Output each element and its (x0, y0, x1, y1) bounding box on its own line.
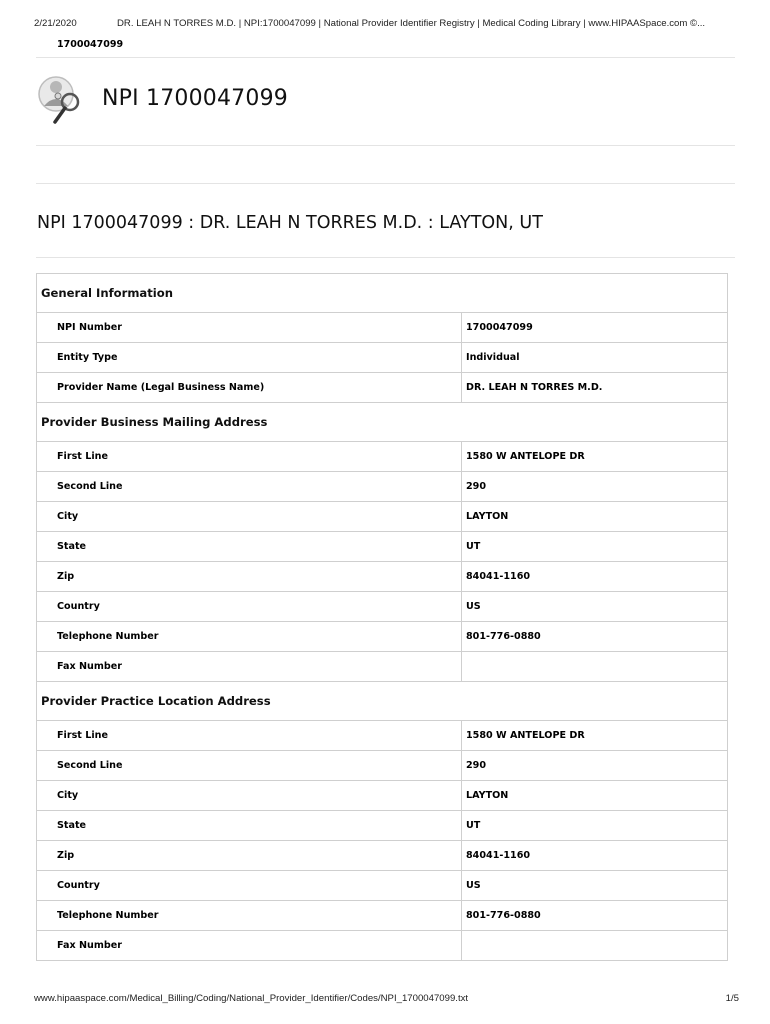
field-value: UT (462, 532, 728, 562)
field-value: 84041-1160 (462, 562, 728, 592)
field-label: State (37, 811, 462, 841)
print-date: 2/21/2020 (34, 18, 77, 29)
footer-url: www.hipaaspace.com/Medical_Billing/Coding/National_Provider_Identifier/Codes/NPI_1700047099.txt (34, 993, 469, 1004)
table-row (37, 871, 728, 901)
table-row (37, 472, 728, 502)
field-value: 290 (462, 751, 728, 781)
field-value: DR. LEAH N TORRES M.D. (462, 373, 728, 403)
field-value: Individual (462, 343, 728, 373)
table-row (37, 442, 728, 472)
section-title: General Information (37, 274, 728, 313)
table-row (37, 721, 728, 751)
table-row (37, 622, 728, 652)
field-label: Fax Number (37, 652, 462, 682)
section-header (37, 403, 728, 442)
table-row (37, 532, 728, 562)
field-label: Telephone Number (37, 622, 462, 652)
divider (36, 183, 735, 184)
divider (36, 145, 735, 146)
provider-heading: NPI 1700047099 : DR. LEAH N TORRES M.D. : LAYTON, UT (37, 213, 543, 233)
field-value: 290 (462, 472, 728, 502)
field-label: State (37, 532, 462, 562)
npi-subheader: 1700047099 (57, 39, 124, 50)
field-value: UT (462, 811, 728, 841)
field-label: Entity Type (37, 343, 462, 373)
field-value: 1580 W ANTELOPE DR (462, 721, 728, 751)
divider (36, 57, 735, 58)
field-value: LAYTON (462, 502, 728, 532)
field-label: First Line (37, 721, 462, 751)
field-label: Country (37, 871, 462, 901)
field-value: US (462, 871, 728, 901)
table-row (37, 652, 728, 682)
table-row (37, 811, 728, 841)
divider (36, 257, 735, 258)
section-header (37, 682, 728, 721)
field-value: US (462, 592, 728, 622)
field-label: Provider Name (Legal Business Name) (37, 373, 462, 403)
provider-info-table (36, 273, 728, 961)
table-row (37, 343, 728, 373)
page-number: 1/5 (725, 993, 739, 1004)
table-row (37, 562, 728, 592)
section-title: Provider Business Mailing Address (37, 403, 728, 442)
field-label: City (37, 502, 462, 532)
table-row (37, 592, 728, 622)
field-value (462, 931, 728, 961)
field-value: 1580 W ANTELOPE DR (462, 442, 728, 472)
field-value: 801-776-0880 (462, 622, 728, 652)
field-label: Second Line (37, 751, 462, 781)
field-label: First Line (37, 442, 462, 472)
field-value: 1700047099 (462, 313, 728, 343)
table-row (37, 373, 728, 403)
page-title: NPI 1700047099 (102, 86, 288, 111)
print-title: DR. LEAH N TORRES M.D. | NPI:1700047099 | National Provider Identifier Registry | Medical Coding Library | www.HIPAASpace.com ©... (117, 18, 706, 29)
field-label: Zip (37, 562, 462, 592)
print-footer (34, 993, 739, 1004)
field-label: Telephone Number (37, 901, 462, 931)
field-label: Fax Number (37, 931, 462, 961)
table-row (37, 901, 728, 931)
table-row (37, 751, 728, 781)
field-label: Zip (37, 841, 462, 871)
field-value: LAYTON (462, 781, 728, 811)
field-label: City (37, 781, 462, 811)
table-row (37, 313, 728, 343)
table-row (37, 502, 728, 532)
field-label: Second Line (37, 472, 462, 502)
doctor-with-magnifier-icon (34, 72, 88, 126)
section-title: Provider Practice Location Address (37, 682, 728, 721)
section-header (37, 274, 728, 313)
field-label: Country (37, 592, 462, 622)
table-row (37, 841, 728, 871)
table-row (37, 931, 728, 961)
field-value: 801-776-0880 (462, 901, 728, 931)
field-label: NPI Number (37, 313, 462, 343)
field-value: 84041-1160 (462, 841, 728, 871)
field-value (462, 652, 728, 682)
table-row (37, 781, 728, 811)
